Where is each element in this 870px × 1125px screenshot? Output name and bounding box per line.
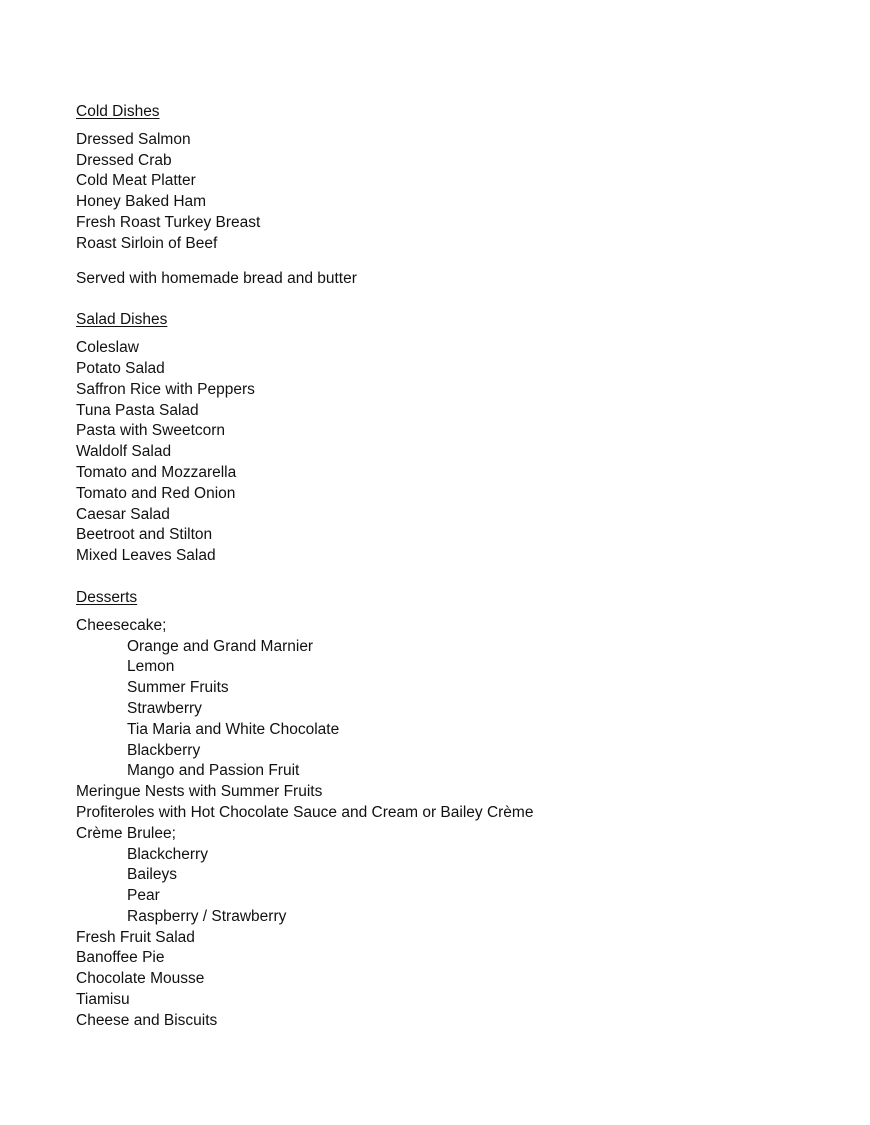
cold-dishes-heading: Cold Dishes	[76, 103, 160, 120]
list-item: Tiamisu	[76, 991, 130, 1009]
list-item: Pear	[127, 887, 160, 905]
list-item: Tomato and Mozzarella	[76, 463, 237, 481]
list-item: Chocolate Mousse	[76, 970, 205, 988]
list-item: Dressed Salmon	[76, 130, 191, 148]
menu-content	[76, 102, 836, 1032]
list-item: Summer Fruits	[127, 679, 229, 697]
desserts-list	[76, 616, 836, 1032]
list-item: Baileys	[127, 866, 177, 884]
list-item: Banoffee Pie	[76, 949, 165, 967]
list-item: Blackcherry	[127, 845, 208, 863]
list-item: Caesar Salad	[76, 505, 170, 523]
creme-brulee-flavour-list	[76, 845, 836, 928]
cheesecake-flavours	[76, 637, 836, 783]
list-item: Pasta with Sweetcorn	[76, 422, 226, 440]
list-item: Tia Maria and White Chocolate	[127, 720, 340, 738]
list-item: Dressed Crab	[76, 151, 172, 169]
list-item: Mixed Leaves Salad	[76, 547, 216, 565]
list-item: Raspberry / Strawberry	[127, 907, 287, 925]
list-item: Coleslaw	[76, 339, 139, 357]
salad-dishes-list	[76, 338, 836, 567]
meringue-item: Meringue Nests with Summer Fruits	[76, 783, 323, 801]
cold-dishes-note: Served with homemade bread and butter	[76, 269, 357, 287]
list-item: Honey Baked Ham	[76, 193, 207, 211]
profiteroles-item: Profiteroles with Hot Chocolate Sauce and Cream or Bailey Crème	[76, 803, 534, 821]
list-item: Blackberry	[127, 741, 201, 759]
cheesecake-flavour-list	[76, 637, 836, 783]
list-item: Strawberry	[127, 699, 202, 717]
list-item: Lemon	[127, 658, 175, 676]
desserts-heading: Desserts	[76, 588, 138, 606]
salad-dishes-heading: Salad Dishes	[76, 311, 168, 329]
list-item: Roast Sirloin of Beef	[76, 234, 218, 252]
cheesecake-label: Cheesecake;	[76, 616, 167, 634]
list-item: Cheese and Biscuits	[76, 1011, 218, 1029]
list-item: Potato Salad	[76, 359, 165, 377]
creme-brulee-flavours	[76, 845, 836, 928]
list-item: Orange and Grand Marnier	[127, 637, 314, 655]
list-item: Saffron Rice with Peppers	[76, 380, 255, 398]
list-item: Mango and Passion Fruit	[127, 762, 300, 780]
cold-dishes-list	[76, 130, 836, 255]
list-item: Beetroot and Stilton	[76, 526, 213, 544]
list-item: Cold Meat Platter	[76, 172, 196, 190]
section-spacer	[76, 289, 836, 310]
list-item: Waldolf Salad	[76, 443, 172, 461]
section-spacer	[76, 567, 836, 588]
list-item: Tomato and Red Onion	[76, 484, 236, 502]
list-item: Fresh Roast Turkey Breast	[76, 213, 261, 231]
list-item: Tuna Pasta Salad	[76, 401, 199, 419]
creme-brulee-label: Crème Brulee;	[76, 824, 176, 842]
list-item: Fresh Fruit Salad	[76, 928, 195, 946]
